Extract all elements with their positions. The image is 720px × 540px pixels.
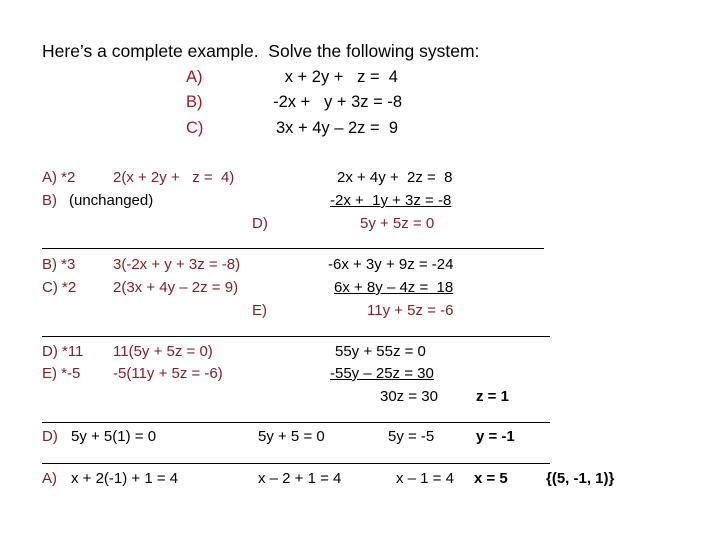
step1-b-expr: (unchanged) [69,192,154,209]
step4-expr: 5y + 5(1) = 0 [71,428,157,445]
system-label-c: C) [186,119,204,137]
solution-set: {(5, -1, 1)} [546,470,615,487]
step1-sum-bottom: -2x + 1y + 3z = -8 [330,192,452,209]
answer-x: x = 5 [474,470,508,487]
step1-a-expr: 2(x + 2y + z = 4) [113,169,235,186]
step2-b-op: B) *3 [42,256,76,273]
step1-result: 5y + 5z = 0 [360,215,435,232]
step2-b-expr: 3(-2x + y + 3z = -8) [113,256,241,273]
divider [42,248,544,249]
step4-s2: 5y = -5 [388,428,435,445]
step5-expr: x + 2(-1) + 1 = 4 [71,470,179,487]
step2-c-expr: 2(3x + 4y – 2z = 9) [113,279,239,296]
step4-label: D) [42,428,58,445]
page-title: Here’s a complete example. Solve the following system: [42,41,480,61]
step3-e-expr: -5(11y + 5z = -6) [113,365,223,382]
system-label-b: B) [186,93,203,111]
step5-s2: x – 1 = 4 [396,470,454,487]
step4-s1: 5y + 5 = 0 [258,428,325,445]
step1-sum-top: 2x + 4y + 2z = 8 [337,169,453,186]
divider [42,336,550,337]
step3-result: 30z = 30 [380,388,438,405]
divider [42,463,550,464]
step3-sum-top: 55y + 55z = 0 [335,343,426,360]
answer-y: y = -1 [476,428,515,445]
step2-c-op: C) *2 [42,279,77,296]
step3-d-expr: 11(5y + 5z = 0) [113,343,213,360]
system-label-a: A) [186,68,203,86]
answer-z: z = 1 [476,388,509,405]
system-equation-b: -2x + y + 3z = -8 [273,93,402,111]
step2-result-label: E) [252,302,267,319]
system-equation-a: x + 2y + z = 4 [284,68,398,86]
step1-a-op: A) *2 [42,169,76,186]
step3-d-op: D) *11 [42,343,84,360]
step5-label: A) [42,470,57,487]
step2-sum-top: -6x + 3y + 9z = -24 [328,256,454,273]
step3-sum-bottom: -55y – 25z = 30 [330,365,434,382]
step5-s1: x – 2 + 1 = 4 [258,470,342,487]
step2-sum-bottom: 6x + 8y – 4z = 18 [334,279,454,296]
divider [42,422,550,423]
step3-e-op: E) *-5 [42,365,81,382]
step1-result-label: D) [252,215,268,232]
system-equation-c: 3x + 4y – 2z = 9 [276,119,398,137]
step1-b-op: B) [42,192,57,209]
step2-result: 11y + 5z = -6 [367,302,454,319]
